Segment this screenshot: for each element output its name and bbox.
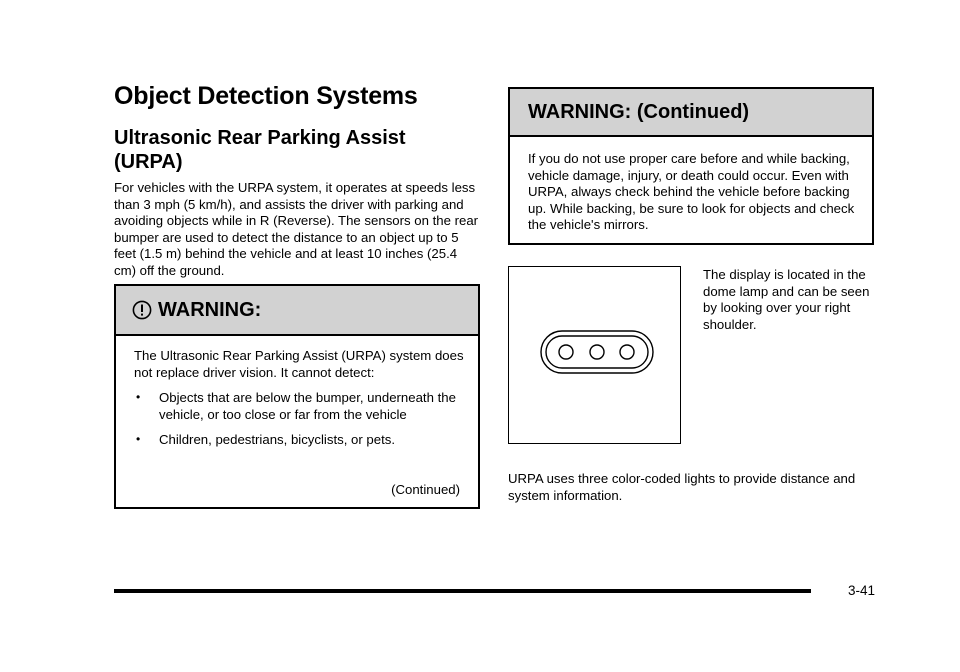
warning-text: The Ultrasonic Rear Parking Assist (URPA) system does not replace driver vision. It cannot detect: [134,348,464,380]
footer-rule [114,589,811,593]
bullet-text: Objects that are below the bumper, underneath the vehicle, or too close or far from the vehicle [159,390,456,422]
warning-bullet [134,432,464,449]
warning-box [114,284,480,509]
warning-continued-text: If you do not use proper care before and while backing, vehicle damage, injury, or death could occur. Even with URPA, always check behind the vehicle before backing up. While backing, be sure to look for objects and check the vehicle's mirrors. [528,151,855,233]
page-number: 3-41 [848,583,876,598]
warning-bullet [134,390,464,423]
urpa-lights-note: URPA uses three color-coded lights to provide distance and system information. [508,471,856,503]
warning-heading: WARNING: [158,298,262,321]
urpa-display-illustration [508,266,681,444]
urpa-display-three-lights-icon [509,267,679,442]
intro-paragraph: For vehicles with the URPA system, it operates at speeds less than 3 mph (5 km/h), and assists the driver with parking and avoiding objects while in R (Reverse). The sensors on the rear bumper are used to detect the distance to an object up to 5 feet (1.5 m) behind the vehicle and at least 10 inches (25.4 cm) off the ground. [114,180,479,278]
section-title: Object Detection Systems [114,82,418,110]
continued-label: (Continued) [391,482,460,497]
display-location-note: The display is located in the dome lamp and can be seen by looking over your right shoulder. [703,267,870,332]
warning-triangle-icon [132,300,152,320]
bullet-dot: • [136,390,141,405]
bullet-dot: • [136,432,141,447]
warning-continued-header [510,89,872,137]
warning-continued-heading: WARNING: (Continued) [528,100,750,123]
warning-body [134,348,464,449]
warning-header [116,286,478,336]
subsection-title: Ultrasonic Rear Parking Assist (URPA) [114,127,406,173]
bullet-text: Children, pedestrians, bicyclists, or pets. [159,432,396,448]
warning-continued-box [508,87,874,245]
